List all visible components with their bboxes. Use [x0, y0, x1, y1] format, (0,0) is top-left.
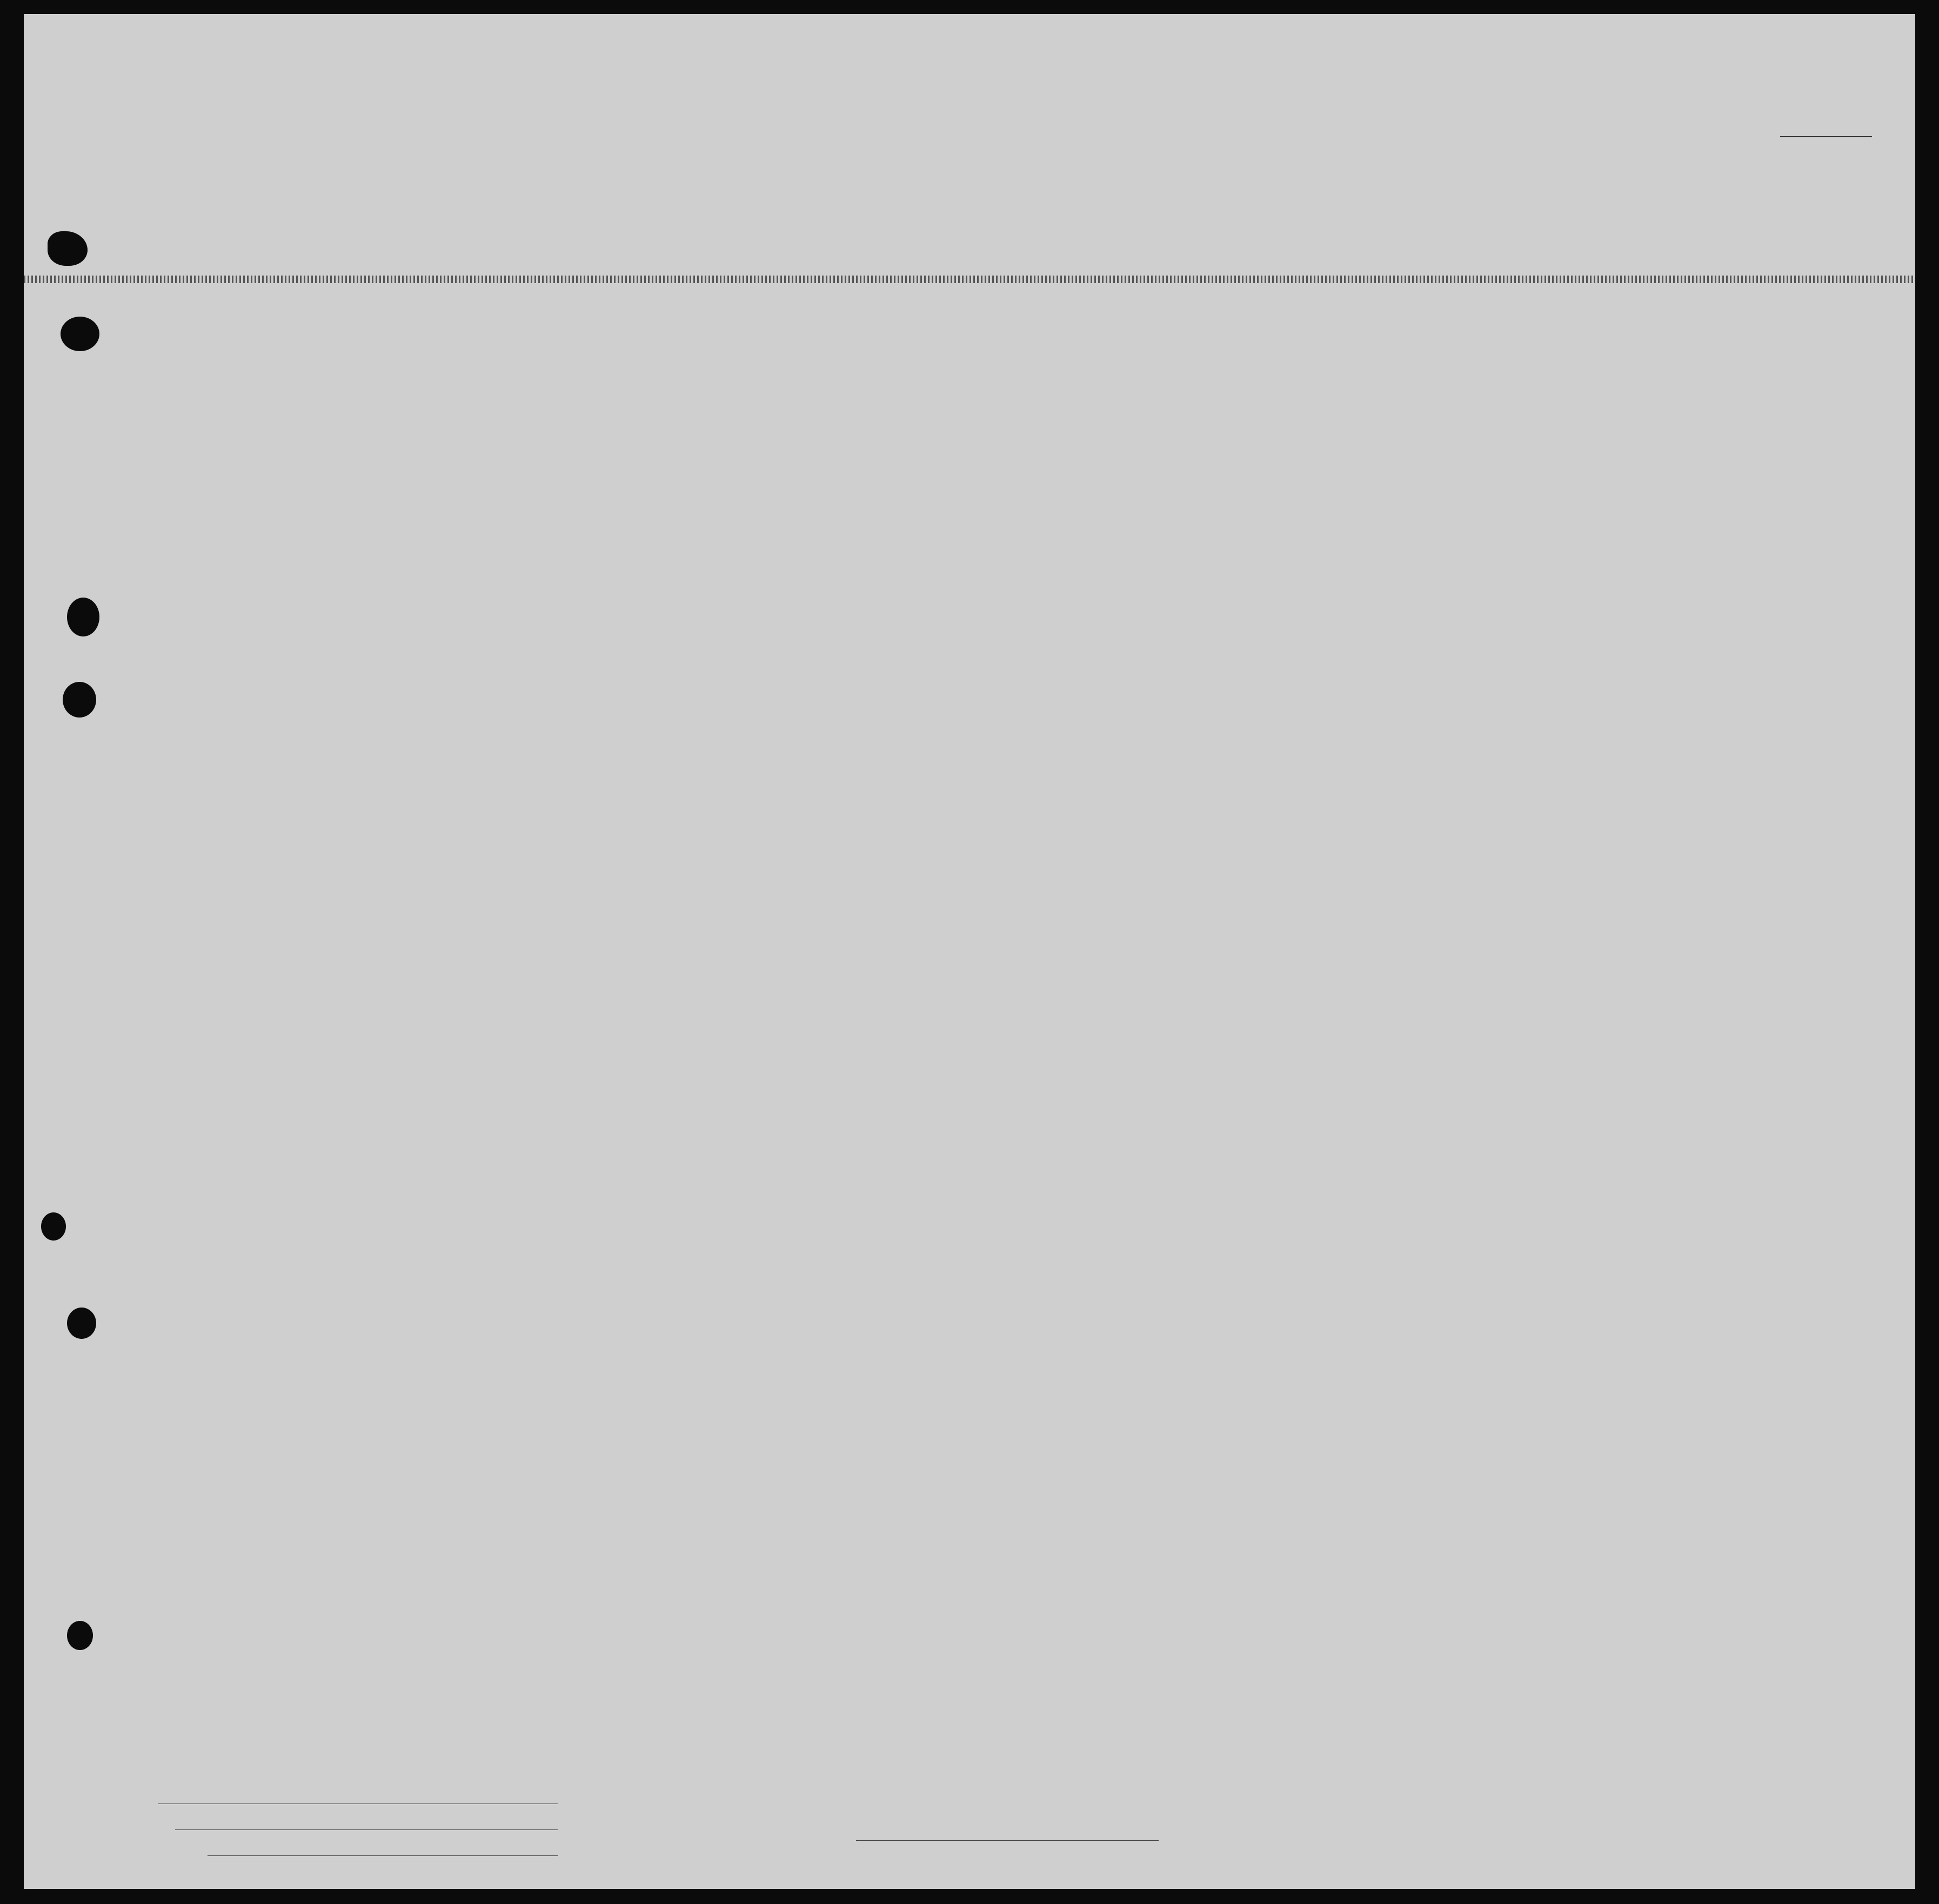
- owners-field: [175, 1829, 558, 1830]
- signature-line: [856, 1840, 1159, 1841]
- punch-hole: [67, 598, 99, 636]
- punch-hole: [67, 1308, 96, 1339]
- manifest-sheet: [24, 14, 1915, 1889]
- punch-hole: [41, 1212, 66, 1241]
- punch-hole: [67, 1621, 93, 1650]
- punch-hole: [63, 682, 96, 718]
- punch-hole: [61, 317, 99, 351]
- agents-field: [208, 1855, 558, 1856]
- table-grid: [24, 14, 1915, 1889]
